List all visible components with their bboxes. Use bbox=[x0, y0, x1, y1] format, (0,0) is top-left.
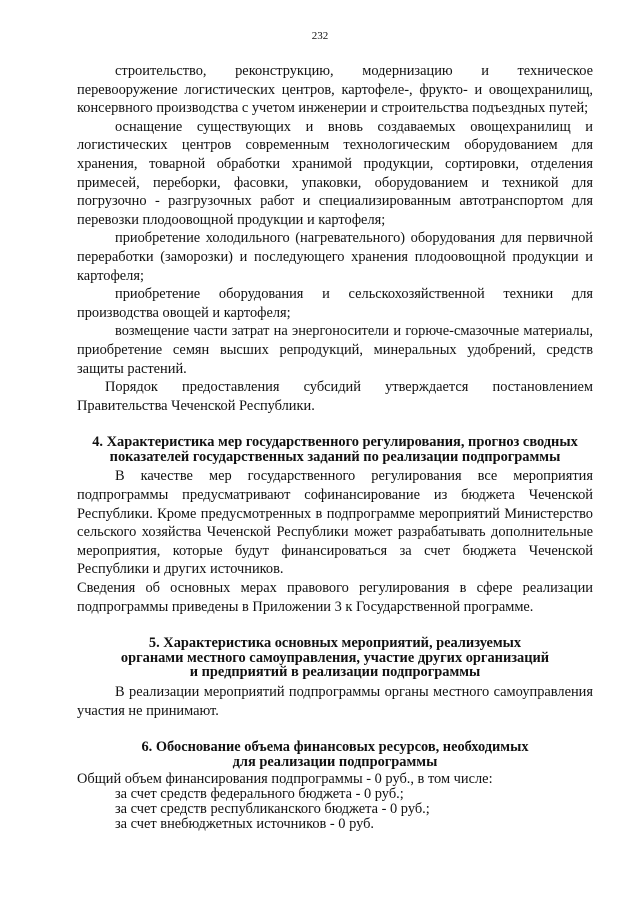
section6-heading-line1: 6. Обоснование объема финансовых ресурсов, необходимых bbox=[141, 739, 529, 756]
section4-heading-line1: 4. Характеристика мер государственного регулирования, прогноз сводных bbox=[92, 434, 578, 451]
paragraph-machinery: приобретение оборудования и сельскохозяйственной техники для производства овощей и картофеля; bbox=[77, 286, 593, 321]
section4-heading-line2: показателей государственных заданий по реализации подпрограммы bbox=[109, 448, 561, 465]
section5-heading-line1: 5. Характеристика основных мероприятий, реализуемых bbox=[148, 635, 522, 652]
financing-extrabudgetary: за счет внебюджетных источников - 0 руб. bbox=[115, 816, 375, 833]
document-body bbox=[77, 62, 593, 832]
section4-legal-paragraph: Сведения об основных мерах правового регулирования в сфере реализации подпрограммы приведены в Приложении 3 к Государственной программе. bbox=[77, 580, 593, 615]
section5-heading-line2: органами местного самоуправления, участие других организаций bbox=[120, 649, 550, 666]
paragraph-equipment: оснащение существующих и вновь создаваемых овощехранилищ и логистических центров современным технологическим оборудованием для хранения, товарной обработки хранимой продукции, сортировки, отделения примесей, переборки, фасовки, упаковки, оборудованием и техникой для погрузочно - разгрузочных работ и специализированным автотранспортом для перевозки плодоовощной продукции и картофеля; bbox=[77, 118, 593, 228]
financing-federal: за счет средств федерального бюджета - 0 руб.; bbox=[115, 786, 404, 803]
page-number: 232 bbox=[311, 30, 329, 42]
paragraph-subsidy-order: Порядок предоставления субсидий утверждается постановлением Правительства Чеченской Республики. bbox=[77, 379, 593, 414]
section4-paragraph: В качестве мер государственного регулирования все мероприятия подпрограммы предусматривают софинансирование из бюджета Чеченской Республики. Кроме предусмотренных в подпрограмме мероприятий Министерство сельского хозяйства Чеченской Республики может разрабатывать дополнительные мероприятия, которые будут финансироваться за счет бюджета Чеченской Республики и других источников. bbox=[77, 468, 593, 578]
financing-total: Общий объем финансирования подпрограммы - 0 руб., в том числе: bbox=[77, 771, 493, 788]
paragraph-construction: строительство, реконструкцию, модернизацию и техническое перевооружение логистических центров, картофеле-, фрукто- и овощехранилищ, консервного производства с учетом инженерии и строительства подъездных путей; bbox=[77, 63, 593, 117]
paragraph-compensation: возмещение части затрат на энергоносители и горюче-смазочные материалы, приобретение семян высших репродукций, минеральных удобрений, средств защиты растений. bbox=[77, 323, 593, 377]
section6-heading-line2: для реализации подпрограммы bbox=[232, 753, 438, 770]
section5-paragraph: В реализации мероприятий подпрограммы органы местного самоуправления участия не принимают. bbox=[77, 684, 593, 719]
financing-republic: за счет средств республиканского бюджета - 0 руб.; bbox=[115, 801, 430, 818]
paragraph-refrigeration: приобретение холодильного (нагревательного) оборудования для первичной переработки (заморозки) и последующего хранения плодоовощной продукции и картофеля; bbox=[77, 230, 593, 284]
section5-heading-line3: и предприятий в реализации подпрограммы bbox=[189, 664, 481, 681]
